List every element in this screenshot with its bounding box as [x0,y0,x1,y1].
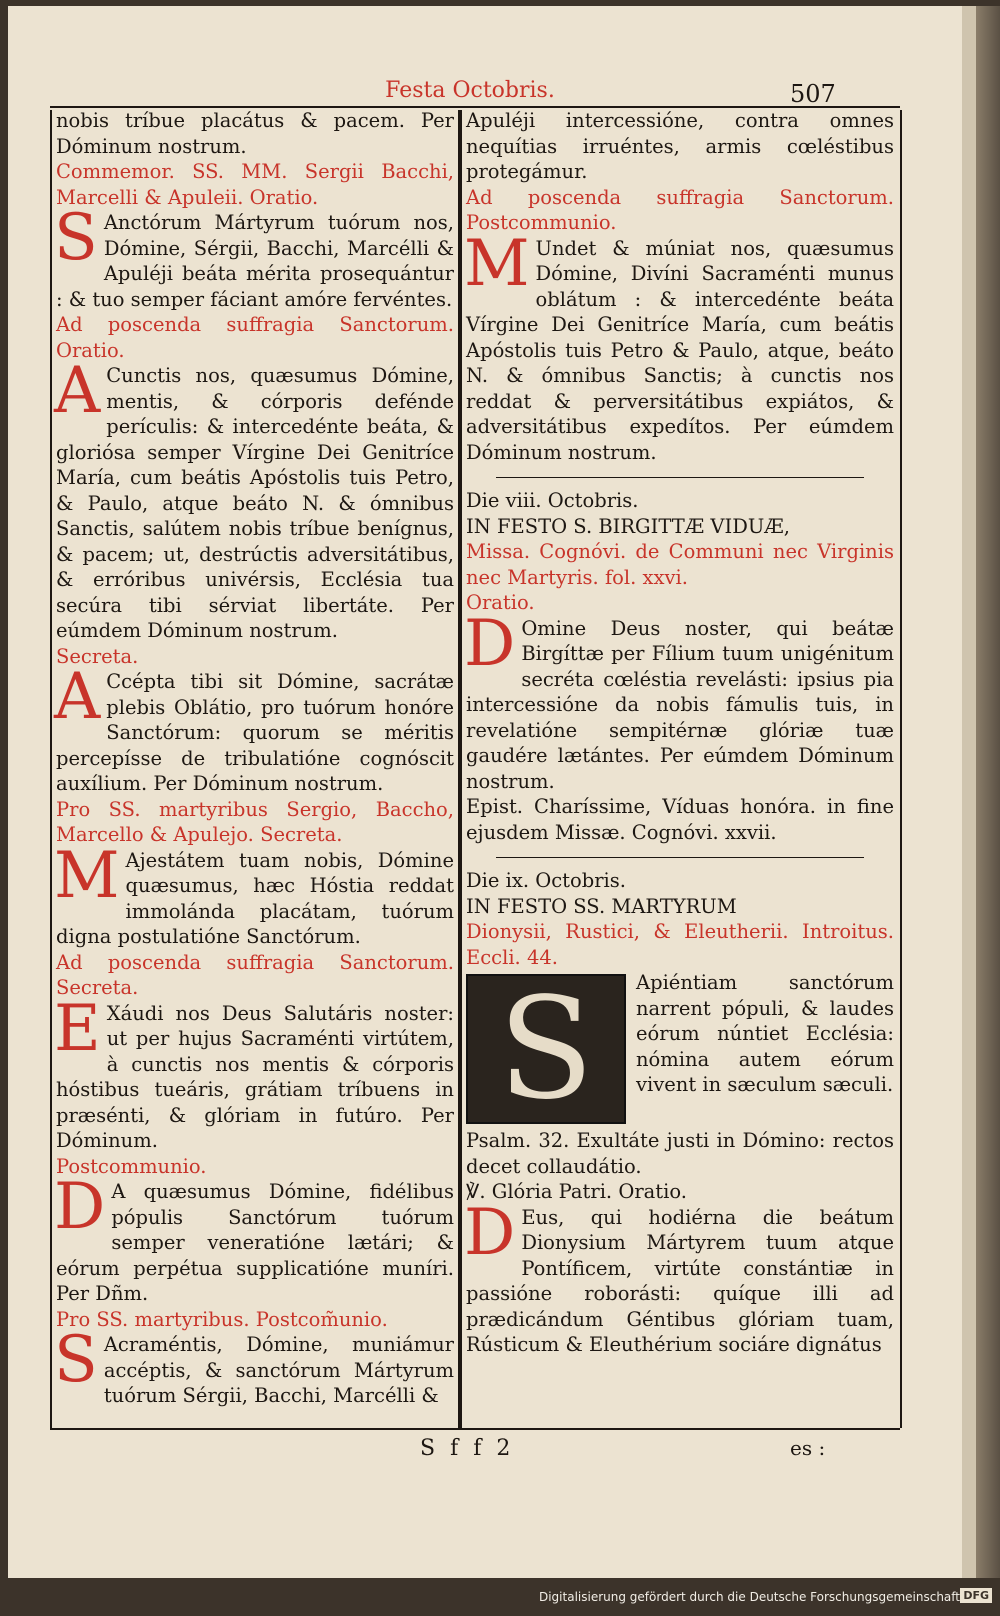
paragraph-text: Postcommunio. [56,1154,207,1178]
paragraph-text: Dionysii, Rustici, & Eleutherii. Introitus. Eccli. 44. [466,920,894,969]
paragraph-text: Ad poscenda suffragia Sanctorum. Oratio. [56,313,454,362]
drop-capital: A [54,354,101,428]
text-paragraph [464,1195,894,1358]
rubric-heading [56,644,454,670]
rubric-heading [56,1154,454,1180]
paragraph-text: Pro SS. martyribus Sergio, Baccho, Marcello & Apulejo. Secreta. [56,797,454,846]
section-divider [496,477,864,478]
rubric-heading [466,919,894,970]
rubric-heading [466,185,894,236]
drop-capital: D [464,1195,516,1270]
running-title: Festa Octobris. [385,78,555,103]
drop-capital: S [54,201,98,275]
drop-capital: D [464,606,516,681]
rubric-heading [56,797,454,848]
right-column [466,108,894,1358]
dfg-logo: DFG [960,1588,992,1603]
text-paragraph [466,108,894,185]
paragraph-text: Ccépta tibi sit Dómine, sacrátæ plebis Oblátio, pro tuórum honóre Sanctórum: quorum se méritis percepísse de tribulatióne cognóscit auxílium. Per Dóminum nostrum. [56,670,454,795]
rubric-heading [466,590,894,616]
paragraph-text: Secreta. [56,644,139,668]
paragraph-text: Cunctis nos, quæsumus Dómine, mentis, & córporis defénde perículis: & intercedénte beáta, & gloriósa semper Vírgine Dei Genitríce María, cum beátis Apóstolis tuis Petro, & Paulo, atque beáto N. & ómnibus Sanctis, salútem nobis tríbue benígnus, & pacem; ut, destrúctis adversitátibus, & erróribus univérsis, Ecclésia tua secúra tibi sérviat libertáte. Per eúmdem Dóminum nostrum. [56,364,454,642]
drop-capital: E [54,991,101,1066]
page-number: 507 [790,80,836,108]
text-paragraph [54,660,454,797]
rubric-heading [56,312,454,363]
text-paragraph [466,1128,894,1179]
paragraph-text: Die viii. Octobris. [466,489,639,512]
rubric-heading [466,539,894,590]
rubric-heading [56,159,454,210]
feast-heading [466,514,894,540]
text-paragraph [466,1179,894,1205]
paragraph-text: Epist. Charíssime, Víduas honóra. in fine ejusdem Missæ. Cognóvi. xxvii. [466,795,894,844]
paragraph-text: Missa. Cognóvi. de Communi nec Virginis nec Martyris. fol. xxvi. [466,540,894,589]
text-paragraph [54,991,454,1154]
paragraph-text: Ad poscenda suffragia Sanctorum. Secreta. [56,950,454,999]
left-column [56,108,454,1409]
paragraph-text: Oratio. [466,591,535,614]
bottom-rule [50,1428,900,1430]
text-paragraph [464,606,894,795]
text-paragraph [54,201,454,312]
paragraph-text: ℣. Glória Patri. Oratio. [466,1180,687,1203]
signature-mark: S f f 2 [420,1436,515,1461]
paragraph-text: nobis tríbue placátus & pacem. Per Dóminum nostrum. [56,109,454,158]
paragraph-text: Die ix. Octobris. [466,869,626,892]
paragraph-text: Eus, qui hodiérna die beátum Dionysium Mártyrem tuum atque Pontíficem, virtúte constántiæ in passióne roborásti: quíque illi ad prædicándum Géntibus glóriam tuam, Rústicum & Eleuthérium sociáre dignátus [466,1205,894,1356]
paragraph-text: Apuléji intercessióne, contra omnes nequítias irruéntes, armis cœléstibus protegámur. [466,109,894,183]
rubric-heading [56,950,454,1001]
text-paragraph [466,794,894,845]
drop-capital: A [54,660,101,734]
paragraph-text: Pro SS. martyribus. Postcom̃unio. [56,1307,388,1331]
feast-heading [466,868,894,894]
text-paragraph [54,354,454,644]
paragraph-text: IN FESTO S. BIRGITTÆ VIDUÆ, [466,514,790,538]
page-edge [976,6,1000,1578]
credit-text: Digitalisierung gefördert durch die Deutsche Forschungsgemeinschaft [538,1590,960,1604]
text-paragraph [54,1323,454,1409]
text-paragraph [464,226,894,466]
catchword: es : [790,1436,826,1460]
paragraph-text: Ad poscenda suffragia Sanctorum. Postcommunio. [466,185,894,234]
paragraph-text: Xáudi nos Deus Salutáris noster: ut per hujus Sacraménti virtútem, à cunctis nos mentis & córporis hóstibus tueáris, grátiam tríbuens in præsénti, & glóriam in futúro. Per Dóminum. [56,1001,454,1152]
paragraph-text: Ajestátem tuam nobis, Dómine quæsumus, hæc Hóstia reddat immolánda placátam, tuórum digna postulatióne Sanctórum. [56,848,454,948]
paragraph-text: Commemor. SS. MM. Sergii Bacchi, Marcelli & Apuleii. Oratio. [56,160,454,209]
paragraph-text: Apiéntiam sanctórum narrent pópuli, & laudes eórum núntiet Ecclésia: nómina autem eórum vivent in sæculum sæculi. [636,971,894,1096]
woodcut-initial: S [466,974,626,1124]
feast-heading [466,488,894,514]
drop-capital: D [54,1170,106,1244]
drop-capital: M [54,838,120,913]
drop-capital: M [464,226,530,301]
section-divider [496,857,864,858]
text-paragraph [54,1170,454,1307]
text-paragraph [54,838,454,950]
paragraph-text: A quæsumus Dómine, fidélibus pópulis Sanctórum tuórum semper veneratióne lætári; & eórum perpétua supplicatióne muníri. Per Dñm. [56,1180,454,1305]
paragraph-text: Acraméntis, Dómine, muniámur accéptis, & sanctórum Mártyrum tuórum Sérgii, Bacchi, Marcélli & [103,1333,454,1407]
feast-heading [466,894,894,920]
paragraph-text: Undet & múniat nos, quæsumus Dómine, Divíni Sacraménti munus oblátum : & intercedénte beáta Vírgine Dei Genitríce María, cum beátis Apóstolis tuis Petro & Paulo, atque, beáto N. & ómnibus Sanctis; à cunctis nos reddat & perversitátibus expiátos, & adversitátibus expedítos. Per eúmdem Dóminum nostrum. [466,236,894,464]
drop-capital: S [54,1323,98,1397]
paragraph-text: Anctórum Mártyrum tuórum nos, Dómine, Sérgii, Bacchi, Marcélli & Apuléji beáta mérita prosequántur : & tuo semper fáciant amóre fervéntes. [56,211,454,311]
paragraph-text: Omine Deus noster, qui beátæ Birgíttæ per Fílium tuum unigénitum secréta cœléstia revelásti: ipsius pia intercessióne da nobis fámulis tuis, in revelatióne sempitérnæ glóriæ tuæ gaudére lætántes. Per eúmdem Dóminum nostrum. [466,616,894,793]
paragraph-text: IN FESTO SS. MARTYRUM [466,894,737,918]
text-paragraph [56,108,454,159]
rubric-heading [56,1307,454,1333]
paragraph-text: Psalm. 32. Exultáte justi in Dómino: rectos decet collaudátio. [466,1129,894,1178]
digitization-footer [0,1580,1000,1616]
text-paragraph [466,968,894,1131]
